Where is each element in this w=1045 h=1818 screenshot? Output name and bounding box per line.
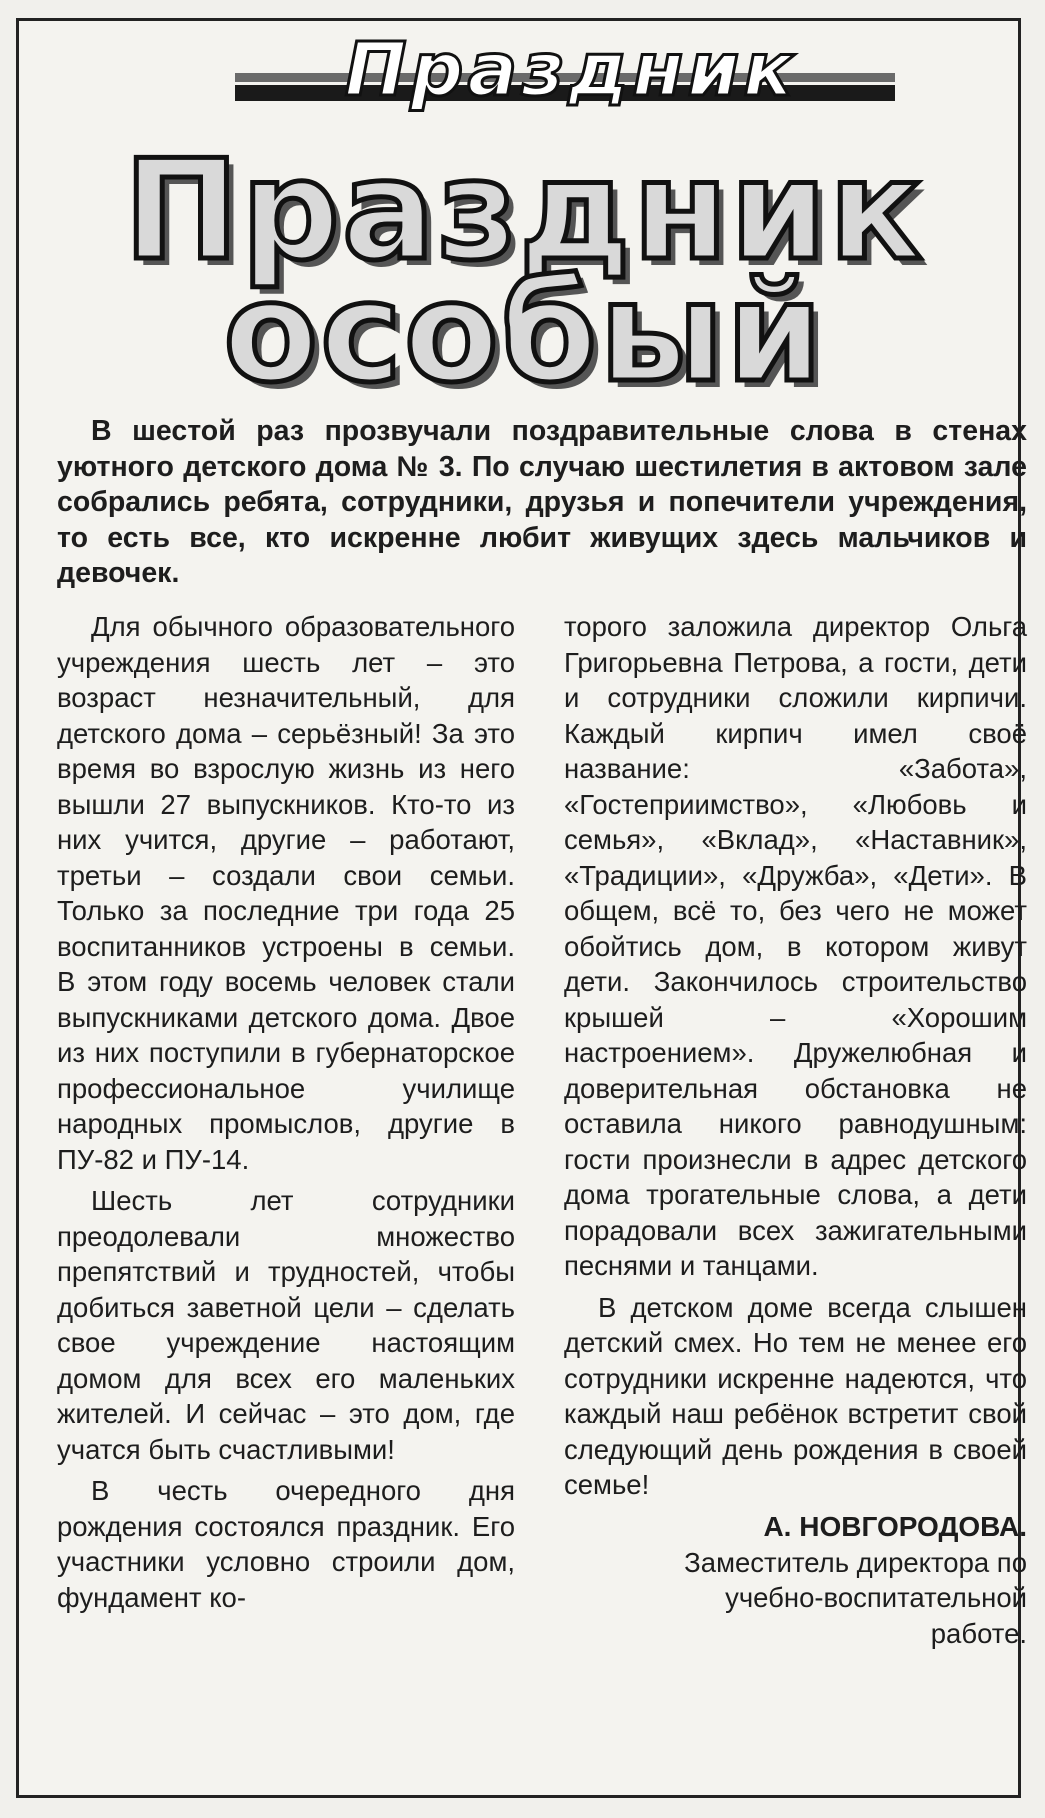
article-frame: [16, 18, 1027, 1798]
headline-line-1: Праздник: [123, 130, 925, 291]
right-paragraph-1: торого заложила директор Ольга Григорьевна Петрова, а гости, дети и сотрудники сложили кирпичи. Каждый кирпич имел своё название: «Забота», «Гостеприимство», «Любовь и семья», «Вклад», «Наставник», «Традиции», «Дружба», «Дети». В общем, всё то, без чего не может обойтись дом, в котором живут дети. Закончилось строительство крышей – «Хорошим настроением». Дружелюбная и доверительная обстановка не оставила никого равнодушным: гости произнесли в адрес детского дома трогательные слова, а дети порадовали всех зажигательными песнями и танцами.: [564, 611, 1027, 1281]
headline-line-2: особый: [223, 252, 825, 413]
rubric-title: Праздник: [344, 27, 798, 113]
author-position: Заместитель директора по учебно-воспитательной работе.: [684, 1546, 1027, 1649]
left-paragraph-2: Шесть лет сотрудники преодолевали множество препятствий и трудностей, чтобы добиться заветной цели – сделать свое учреждение настоящим домом для всех его маленьких жителей. И сейчас – это дом, где учатся быть счастливыми!: [57, 1185, 515, 1465]
right-paragraph-2: В детском доме всегда слышен детский смех. Но тем не менее его сотрудники искренне надеются, что каждый наш ребёнок встретит свой следующий день рождения в своей семье!: [564, 1291, 1027, 1500]
right-column: [564, 609, 1027, 1651]
left-paragraph-3: В честь очередного дня рождения состоялся праздник. Его участники условно строили дом, фундамент ко-: [57, 1475, 515, 1613]
left-column: [57, 609, 515, 1621]
author-name: А. НОВГОРОДОВА.: [763, 1510, 1027, 1542]
lead-paragraph: В шестой раз прозвучали поздравительные слова в стенах уютного детского дома № 3. По случаю шестилетия в актовом зале собрались ребята, сотрудники, друзья и попечители учреждения, то есть все, кто искренне любит живущих здесь мальчиков и девочек.: [57, 415, 1027, 589]
left-paragraph-1: Для обычного образовательного учреждения шесть лет – это возраст незначительный, для детского дома – серьёзный! За это время во взрослую жизнь из него вышли 27 выпускников. Кто-то из них учится, другие – работают, третьи – создали свои семьи. Только за последние три года 25 воспитанников устроены в семьи. В этом году восемь человек стали выпускниками детского дома. Двое из них поступили в губернаторское профессиональное училище народных промыслов, другие в ПУ-82 и ПУ-14.: [57, 611, 515, 1175]
